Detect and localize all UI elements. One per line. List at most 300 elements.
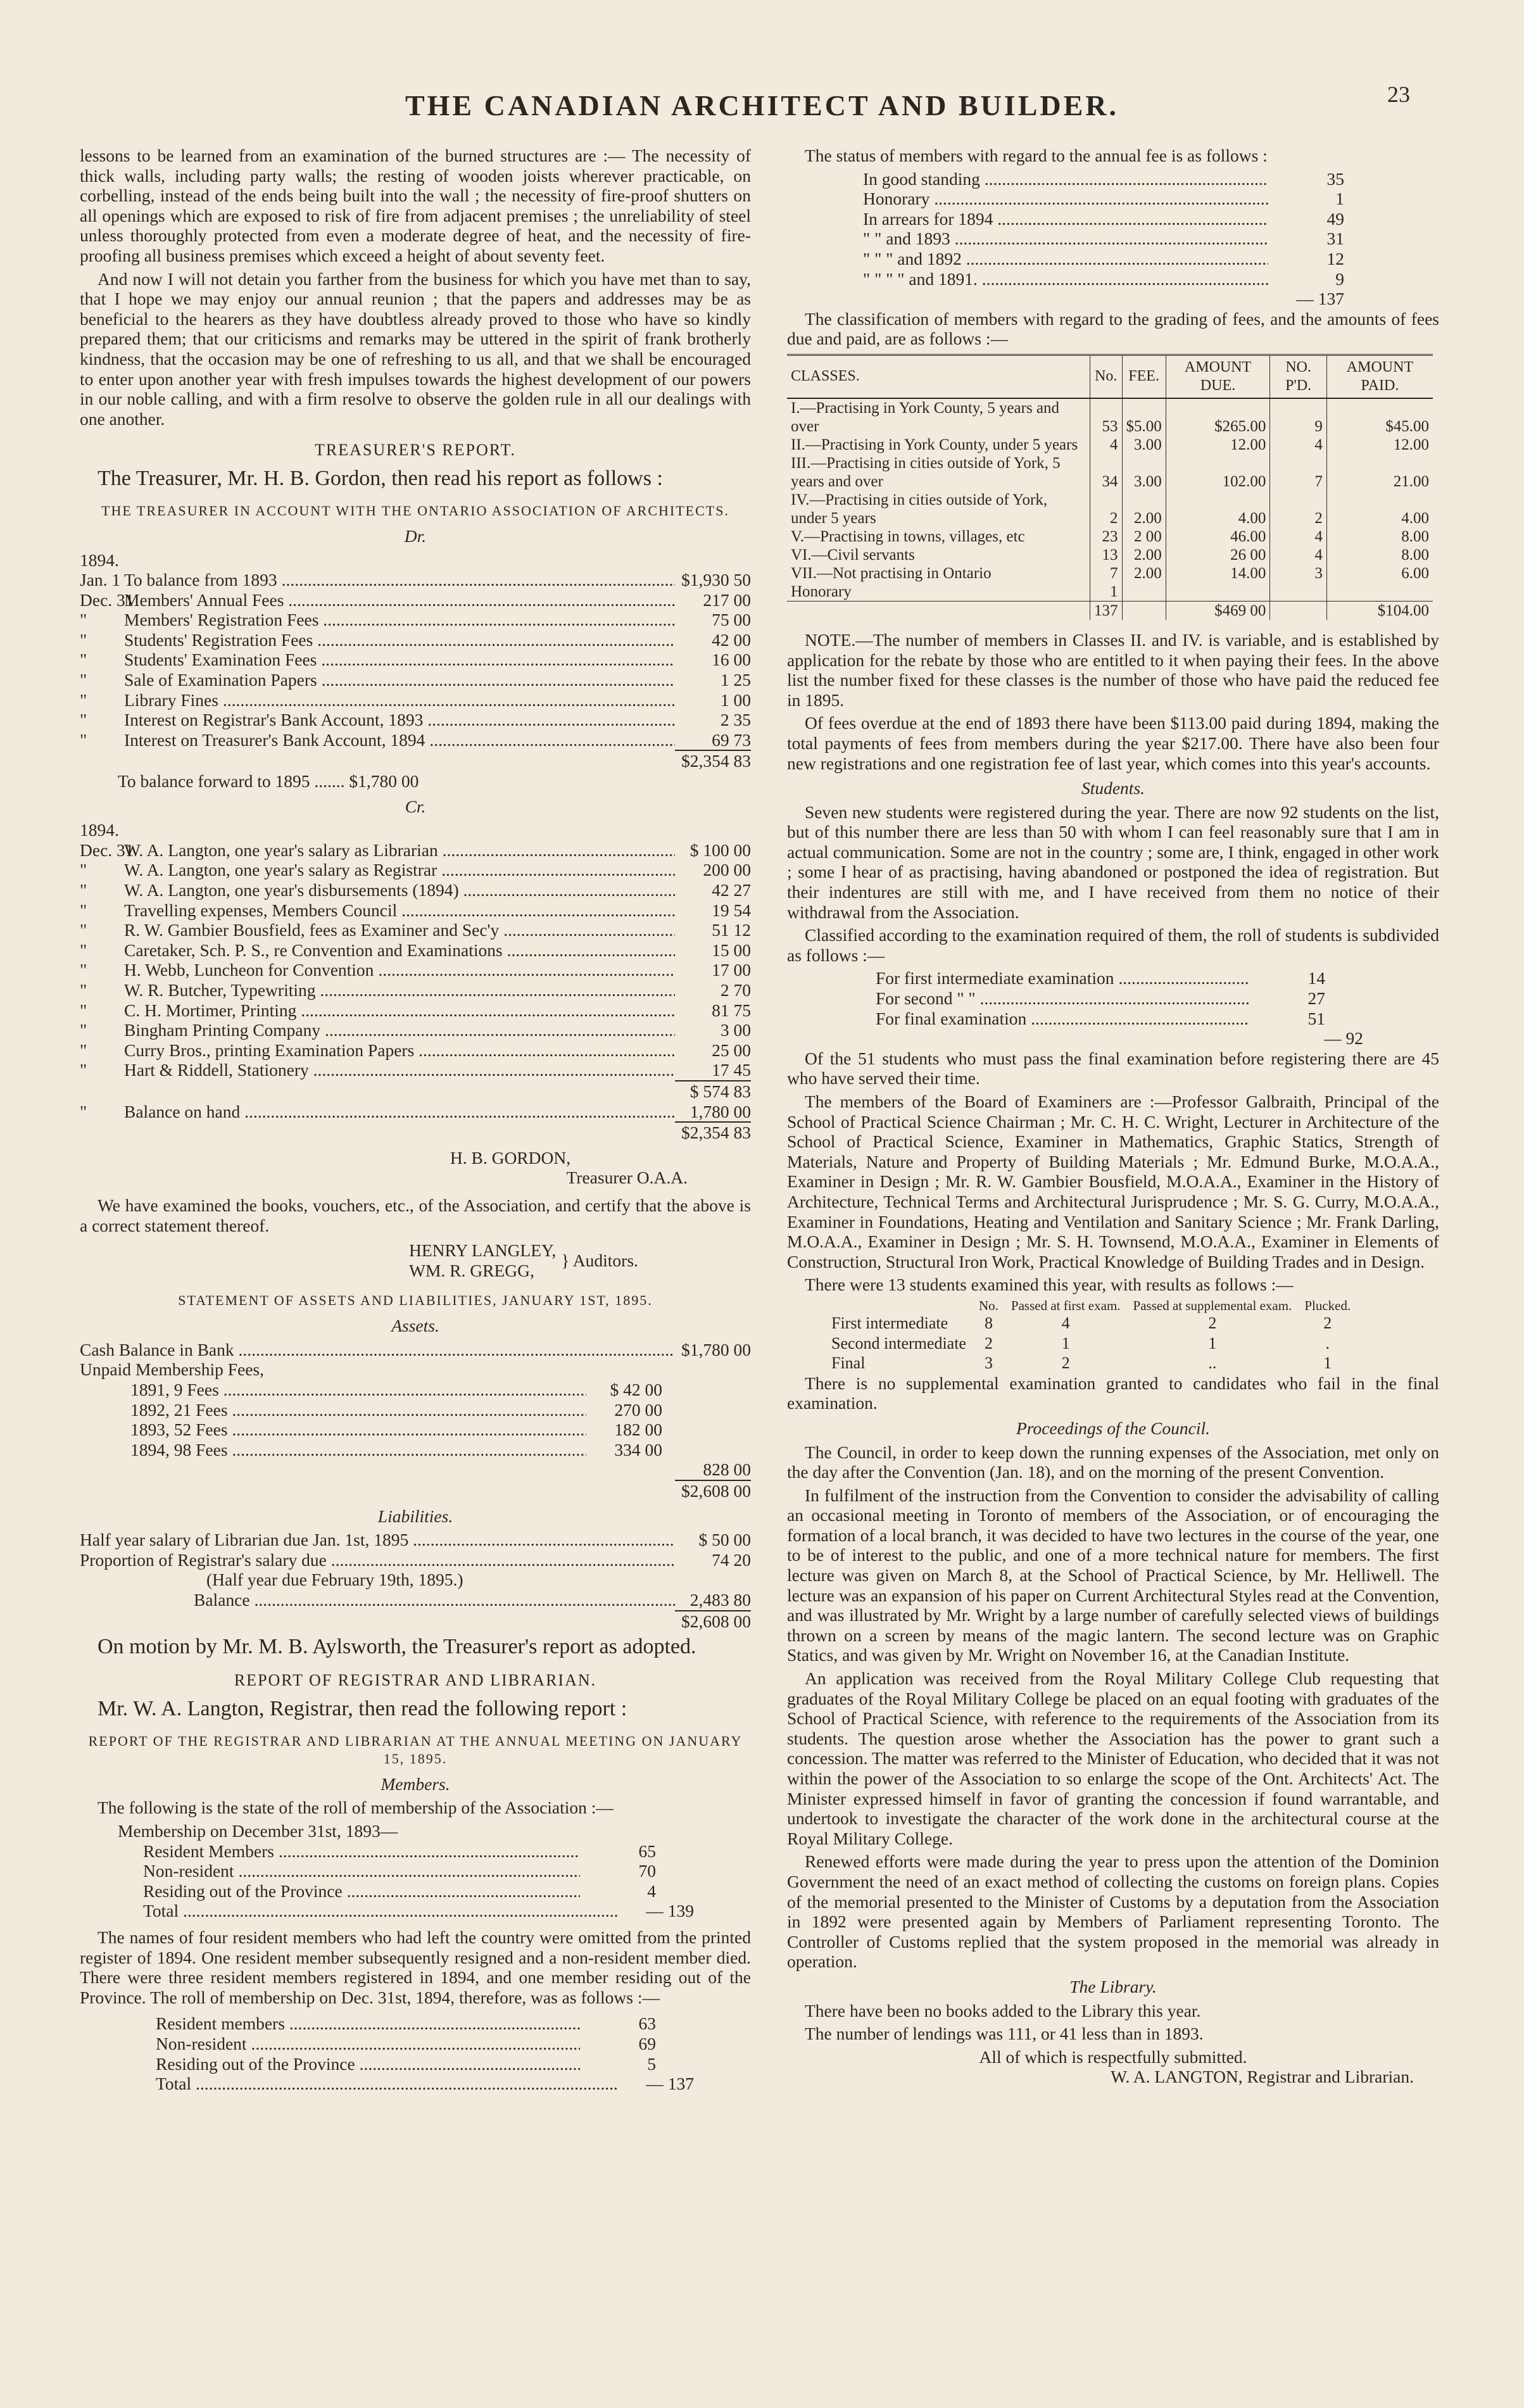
table-cell: 13 [1090,546,1123,564]
council-label: Proceedings of the Council. [1016,1418,1210,1438]
table-cell: Final [831,1354,866,1373]
ledger-label: Non-resident ..... [143,1861,580,1881]
ledger-date: " [80,860,87,880]
table-cell: First intermediate [831,1313,948,1332]
ledger-value: 1 [1335,189,1344,209]
fee-total-row [787,289,1344,309]
ledger-row [80,1060,751,1080]
table-cell: 2 [1090,491,1123,527]
column-header: FEE. [1122,355,1166,398]
ledger-value: 19 54 [712,900,751,920]
ledger-label: Residing out of the Province ..... [156,2054,580,2074]
ledger-date: " [80,729,87,750]
subheading: STATEMENT OF ASSETS AND LIABILITIES, JANUARY 1ST, 1895. [178,1292,653,1309]
paragraph: Of fees overdue at the end of 1893 there have been $113.00 paid during 1894, making the total payments of fees from members during the year $217.00. There have also been four new registrations and one registration fee of last year, which comes into this year's accounts. [787,713,1439,773]
ledger-value: 74 20 [712,1549,751,1570]
table-cell [787,601,1090,620]
table-cell: 3.00 [1122,454,1166,491]
ledger-value: 270 00 [614,1399,662,1420]
table-row [787,491,1433,527]
liabilities-list [80,1530,751,1570]
ledger-date: " [80,940,87,960]
table-cell: 1 [1090,583,1123,602]
ledger-row [876,1009,1325,1029]
table-cell: 7 [1090,564,1123,583]
table-cell: .. [1208,1354,1217,1373]
ledger-date: " [80,629,87,650]
table-cell: 23 [1090,527,1123,546]
ledger-value: $ 50 00 [698,1530,751,1550]
ledger-row [156,2014,656,2034]
table-cell: Second intermediate [831,1333,966,1352]
ledger-label: Sale of Examination Papers ..... [124,670,675,690]
table-header-row [787,355,1433,398]
table-cell: $5.00 [1122,398,1166,436]
ledger-value: 27 [1307,988,1325,1009]
left-column [80,146,751,2094]
ledger-value: 16 00 [712,650,751,670]
ledger-date: Dec. 31 [80,589,134,610]
table-row [825,1313,1357,1333]
membership-1893-list [143,1841,656,1901]
ledger-row [876,988,1325,1009]
ledger-row [863,189,1344,209]
ledger-value: 81 75 [712,1000,751,1020]
column-header: AMOUNT DUE. [1166,355,1270,398]
ledger-row [80,940,751,961]
year-label: 1894. [80,550,119,570]
ledger-value: 17 45 [712,1060,751,1080]
balance-label: Balance on hand ..... [124,1102,675,1122]
ledger-value: 182 00 [614,1420,662,1440]
table-cell: 4 [1090,436,1123,454]
ledger-date: " [80,960,87,980]
liabilities-label: Liabilities. [377,1506,453,1526]
ledger-value: $1,930 50 [681,570,751,590]
ledger-row [80,1000,751,1021]
ledger-label: Bingham Printing Company ..... [124,1020,675,1040]
balance-row: " Balance on hand ..... 1,780 00 [80,1102,751,1122]
ledger-value: 334 00 [614,1439,662,1459]
table-cell [1122,601,1166,620]
students-total-row [787,1028,1363,1049]
table-cell: 2 [1061,1354,1070,1373]
ledger-row [80,590,751,610]
table-cell: 53 [1090,398,1123,436]
ledger-value: 65 [638,1841,656,1861]
ledger-label: Students' Registration Fees ..... [124,630,675,650]
auditors-label: } Auditors. [561,1250,638,1270]
ledger-date: " [80,710,87,730]
table-cell: 7 [1270,454,1327,491]
table-cell [1270,583,1327,602]
ledger-label: For first intermediate examination ..... [876,968,1249,988]
table-cell: III.—Practising in cities outside of York, 5 years and over [791,454,1061,490]
paragraph: The classification of members with regard to the grading of fees, and the amounts of fees due and paid, are as follows :— [787,308,1439,349]
table-cell: 12.00 [1326,436,1433,454]
page-number: 23 [1387,82,1410,107]
liab-balance-label: Balance ..... [194,1590,675,1610]
ledger-value: 51 12 [712,920,751,940]
ledger-row [80,980,751,1000]
table-cell: 14.00 [1166,564,1270,583]
ledger-label: Caretaker, Sch. P. S., re Convention and Examinations ..... [124,940,675,961]
ledger-row [80,1040,751,1061]
table-cell: 3 [984,1354,993,1373]
table-cell: $104.00 [1326,601,1433,620]
table-cell: 8.00 [1326,527,1433,546]
column-header [825,1298,973,1313]
table-cell [1326,583,1433,602]
table-cell: 4.00 [1166,491,1270,527]
table-cell: 3.00 [1122,436,1166,454]
table-total-row [787,601,1433,620]
table-body [787,398,1433,620]
table-cell: Honorary [791,583,852,600]
year-label: 1894. [80,820,119,840]
ledger-label: W. A. Langton, one year's salary as Librarian ..... [124,840,675,860]
ledger-label: 1892, 21 Fees ..... [130,1400,586,1420]
paragraph: There is no supplemental examination granted to candidates who fail in the final examination. [787,1373,1439,1413]
library-label: The Library. [1069,1976,1157,1996]
table-cell: 8 [984,1313,993,1332]
ledger-label: To balance from 1893 ..... [124,570,675,590]
m2-total-row [156,2074,694,2094]
ledger-value: 35 [1326,168,1344,189]
ledger-row [130,1400,662,1420]
column-header: No. [1090,355,1123,398]
paragraph: The Council, in order to keep down the running expenses of the Association, met only on the day after the Convention (Jan. 18), and on the morning of the present Convention. [787,1442,1439,1482]
students-list [876,968,1325,1028]
fee-total: — 137 [1296,289,1344,309]
table-row [787,454,1433,491]
ledger-date: " [80,610,87,630]
ledger-label: C. H. Mortimer, Printing ..... [124,1000,675,1021]
table-cell [1122,583,1166,602]
ledger-date: Jan. 1 [80,570,121,590]
ledger-value: 75 00 [712,610,751,630]
ledger-row [80,710,751,730]
table-cell: 26 00 [1166,546,1270,564]
unpaid-total-row [80,1459,751,1480]
ledger-row [143,1881,656,1901]
ledger-value: 3 00 [720,1020,751,1040]
ledger-label: W. A. Langton, one year's salary as Registrar ..... [124,860,675,880]
table-body [825,1313,1357,1373]
table-cell: 2 [1208,1313,1217,1332]
table-cell: 9 [1270,398,1327,436]
credit-label: Cr. [405,796,426,816]
column-header: Plucked. [1304,1297,1351,1313]
table-cell: 2 [1323,1313,1332,1332]
masthead: THE CANADIAN ARCHITECT AND BUILDER. [405,89,1119,122]
liab-total-row [80,1610,751,1632]
ledger-date: " [80,1040,87,1060]
ledger-row [80,900,751,921]
table-cell [1270,601,1327,620]
table-row [787,564,1433,583]
ledger-row [80,610,751,630]
ledger-value: 14 [1307,968,1325,988]
members-label: Members. [381,1774,450,1794]
ledger-row [80,690,751,710]
ledger-label: W. A. Langton, one year's disbursements (1894) ..... [124,880,675,900]
ledger-label: For second " " ..... [876,988,1249,1009]
ledger-row [80,960,751,980]
table-row [787,398,1433,436]
table-cell: 1 [1208,1333,1217,1352]
ledger-row [863,269,1344,289]
ledger-label: H. Webb, Luncheon for Convention ..... [124,960,675,980]
ledger-value: 51 [1307,1008,1325,1028]
table-cell: $469 00 [1166,601,1270,620]
paragraph: There were 13 students examined this year, with results as follows :— [805,1275,1294,1295]
membership-1893-label: Membership on December 31st, 1893— [118,1820,398,1841]
table-cell: 2 00 [1122,527,1166,546]
ledger-value: 25 00 [712,1040,751,1060]
credit-subtotal: $ 574 83 [675,1080,751,1102]
ledger-label: In good standing ..... [863,169,1268,189]
column-header: NO. P'D. [1270,355,1327,398]
ledger-date: " [80,920,87,940]
ledger-date: " [80,1060,87,1080]
debit-list [80,570,751,750]
cash-value: $1,780 00 [681,1339,751,1359]
table-cell: 6.00 [1326,564,1433,583]
closing-line: All of which is respectfully submitted. [979,2046,1247,2067]
table-row [825,1333,1357,1354]
table-cell: 4 [1270,436,1327,454]
ledger-row [80,920,751,940]
table-row [787,546,1433,564]
ledger-row [80,1020,751,1040]
table-cell: $265.00 [1166,398,1270,436]
ledger-label: Curry Bros., printing Examination Papers ..... [124,1040,675,1061]
ledger-label: For final examination ..... [876,1009,1249,1029]
table-cell: $45.00 [1326,398,1433,436]
ledger-value: 31 [1326,229,1344,249]
section-heading: TREASURER'S REPORT. [314,441,517,460]
ledger-row [80,730,751,750]
ledger-value: $ 42 00 [610,1380,662,1400]
table-cell: 4 [1061,1313,1070,1332]
auditor-name: HENRY LANGLEY, [409,1240,557,1261]
paragraph: In fulfilment of the instruction from the Convention to consider the advisability of calling an occasional meeting in Toronto of members of the Association, or of encouraging the formation of a local branch, it was decided to have two lectures in the course of the year, one to be of interest to the public, and one of a more technical nature for members. The first lecture was given on March 8, at the School of Practical Science, by Mr. Helliwell. The lecture was an expansion of his paper on Current Architectural Styles read at the Convention, and was illustrated by Mr. Wright by a large number of carefully selected views of buildings thrown on a screen by means of the magic lantern. The second lecture was on Graphic Statics, and was given by Mr. Wright on November 16, at the Canadian Institute. [787,1485,1439,1665]
ledger-value: 15 00 [712,940,751,960]
ledger-row [863,249,1344,269]
table-row [787,436,1433,454]
ledger-row [863,169,1344,189]
table-cell [1166,583,1270,602]
balance-value: 1,780 00 [690,1101,751,1121]
table-cell: I.—Practising in York County, 5 years and over [791,399,1060,435]
column-header: Passed at supplemental exam. [1133,1297,1292,1313]
paragraph: Of the 51 students who must pass the final examination before registering there are 45 who have served their time. [787,1048,1439,1088]
ledger-date: Dec. 31 [80,840,134,860]
ledger-row [156,2054,656,2074]
ledger-value: 49 [1326,208,1344,229]
table-cell: 3 [1270,564,1327,583]
ledger-label: Travelling expenses, Members Council ..... [124,900,675,921]
ledger-row [80,670,751,690]
ledger-label: R. W. Gambier Bousfield, fees as Examiner and Sec'y ..... [124,920,675,940]
lead-paragraph: On motion by Mr. M. B. Aylsworth, the Treasurer's report as adopted. [98,1635,696,1659]
lead-paragraph: The Treasurer, Mr. H. B. Gordon, then read his report as follows : [98,466,663,490]
ledger-row [130,1380,662,1400]
ledger-label: Non-resident ..... [156,2034,580,2054]
ledger-date: " [80,880,87,900]
subheading: THE TREASURER IN ACCOUNT WITH THE ONTARIO ASSOCIATION OF ARCHITECTS. [101,502,729,519]
table-row [825,1353,1357,1373]
registrar-signature: W. A. LANGTON, Registrar and Librarian. [1111,2067,1414,2087]
ledger-label: In arrears for 1894 ..... [863,209,1268,229]
ledger-label: Resident Members ..... [143,1841,580,1862]
table-cell: V.—Practising in towns, villages, etc [791,527,1025,545]
ledger-label: 1893, 52 Fees ..... [130,1420,586,1440]
unpaid-label: Unpaid Membership Fees, [80,1359,264,1380]
ledger-label: Residing out of the Province ..... [143,1881,580,1901]
paragraph: We have examined the books, vouchers, etc., of the Association, and certify that the above is a correct statement thereof. [80,1195,751,1235]
ledger-label: Resident members ..... [156,2014,580,2034]
credit-subtotal-row [80,1080,751,1102]
table-cell: 4 [1270,527,1327,546]
students-label: Students. [1081,778,1145,798]
ledger-label: Honorary ..... [863,189,1268,209]
ledger-value: 200 00 [703,860,751,880]
total-label: Total ..... [143,1901,618,1921]
ledger-value: 2 70 [720,980,751,1000]
ledger-row [80,650,751,670]
table-cell: 137 [1090,601,1123,620]
column-header: No. [978,1297,998,1313]
debit-total: $2,354 83 [675,750,751,771]
credit-total: $2,354 83 [675,1121,751,1143]
assets-total-row [80,1480,751,1501]
table-cell: 2.00 [1122,564,1166,583]
auditor-name: WM. R. GREGG, [409,1260,534,1280]
assets-total: $2,608 00 [675,1480,751,1501]
ledger-row [80,1550,751,1570]
ledger-value: 2 35 [720,710,751,730]
column-header: AMOUNT PAID. [1326,355,1433,398]
ledger-label: 1894, 98 Fees ..... [130,1440,586,1460]
auditors-block [409,1240,751,1280]
ledger-value: 70 [638,1861,656,1881]
ledger-date: " [80,1020,87,1040]
ledger-label: Interest on Registrar's Bank Account, 1893 ..... [124,710,675,730]
ledger-value: 69 73 [712,729,751,750]
paragraph: Seven new students were registered during the year. There are now 92 students on the list, but of this number there are less than 50 with whom I can feel reasonably sure that I am in actual communication. Some are not in the country ; some are, I think, engaged in other work ; some I hear of as practising, having abandoned or postponed the idea of registration. But their indentures are still with me, and I have received from them no notice of their withdrawal from the Association. [787,802,1439,922]
paragraph: NOTE.—The number of members in Classes II. and IV. is variable, and is established by application for the rebate by those who are entitled to it when paying their fees. In the above list the number fixed for these classes is the number of those who have paid the reduced fee in 1895. [787,629,1439,710]
debit-label: Dr. [404,526,427,546]
exam-results-table [825,1298,1357,1373]
forward-line: To balance forward to 1895 ....... $1,780 00 [118,771,419,791]
ledger-label: Members' Annual Fees ..... [124,590,675,610]
table-row [787,527,1433,546]
column-header: Passed at first exam. [1011,1297,1121,1313]
table-cell: VI.—Civil servants [791,546,915,564]
lead-paragraph: Mr. W. A. Langton, Registrar, then read the following report : [98,1696,627,1720]
ledger-row [80,570,751,590]
paragraph: lessons to be learned from an examination of the burned structures are :— The necessity of thick walls, including party walls; the resting of wooden joists wherever practicable, on corbelling, instead of the ends being built into the wall ; the necessity of fire-proof shutters on all openings which are exposed to risk of fire from adjacent premises ; the unreliability of steel unless thoroughly protected from even a moderate degree of heat, and the necessity of fire-proofing all business premises which exceed a height of about seventy feet. [80,146,751,265]
section-heading: REPORT OF REGISTRAR AND LIBRARIAN. [234,1671,597,1690]
paragraph: Classified according to the examination required of them, the roll of students is subdivided as follows :— [787,925,1439,965]
ledger-value: 9 [1335,268,1344,289]
ledger-label: Library Fines ..... [124,690,675,710]
ledger-row [143,1841,656,1862]
ledger-row [863,229,1344,249]
ledger-row [130,1440,662,1460]
ledger-label: Students' Examination Fees ..... [124,650,675,670]
table-cell: 1 [1061,1333,1070,1352]
ledger-row [143,1861,656,1881]
paragraph: The names of four resident members who had left the country were omitted from the printed register of 1894. One resident member subsequently resigned and a non-resident member died. There were three resident members registered in 1894, and one member residing out of the Province. The roll of membership on Dec. 31st, 1894, therefore, was as follows :— [80,1927,751,2007]
column-header: CLASSES. [787,355,1090,398]
liability-note: (Half year due February 19th, 1895.) [206,1570,463,1590]
ledger-date: " [80,1000,87,1020]
subheading: REPORT OF THE REGISTRAR AND LIBRARIAN AT THE ANNUAL MEETING ON JANUARY 15, 1895. [88,1732,743,1767]
table-cell: 46.00 [1166,527,1270,546]
ledger-value: 17 00 [712,960,751,980]
paragraph: The number of lendings was 111, or 41 less than in 1893. [805,2024,1204,2044]
paragraph: And now I will not detain you farther from the business for which you have met than to say, that I hope we may enjoy our annual reunion ; that the papers and addresses may be as beneficial to the hearers as they have doubtless already proved to those who have so kindly prepared them; that our criticisms and remarks may be uttered in the spirit of frank brotherly kindness, that the occasion may be one of refreshing to us all, and that we shall be encouraged to enter upon another year with fresh impulses towards the highest development of our powers in our noble calling, and with a firm resolve to observe the golden rule in all our dealings with one another. [80,268,751,429]
ledger-value: 1 25 [720,670,751,690]
table-cell: 2 [984,1333,993,1352]
ledger-row [80,860,751,880]
table-header-row [825,1298,1357,1313]
ledger-row [156,2034,656,2054]
table-cell: 12.00 [1166,436,1270,454]
table-cell: 2.00 [1122,546,1166,564]
credit-total-row [80,1121,751,1143]
ledger-value: 4 [647,1881,656,1901]
membership-1894-list [156,2014,656,2074]
paragraph: Renewed efforts were made during the year to press upon the attention of the Dominion Government the need of an exact method of collecting the customs on foreign plans. Copies of the memorial presented to the Minister of Customs by a deputation from the Association in 1892 were presented again by Members of Parliament representing Toronto. The Controller of Customs replied that the system proposed in the memorial was already in operation. [787,1851,1439,1972]
m1-total-row [143,1901,694,1921]
table-cell: 8.00 [1326,546,1433,564]
total-value: — 139 [646,1901,694,1921]
ledger-label: Members' Registration Fees ..... [124,610,675,630]
ledger-label: Proportion of Registrar's salary due ..... [80,1550,675,1570]
liab-balance-row [194,1590,751,1610]
debit-total-row [80,750,751,771]
students-total: — 92 [1324,1028,1363,1049]
paragraph: The members of the Board of Examiners are :—Professor Galbraith, Principal of the School of Practical Science Chairman ; Mr. C. H. C. Wright, Lecturer in Architecture of the School of Practical Science, Examiner in Mathematics, Graphic Statics, Strength of Materials, Nature and Property of Building Materials ; Mr. Edmund Burke, M.O.A.A., Examiner in Design ; Mr. R. W. Gambier Bousfield, M.O.A.A., Examiner in the History of Architecture, Technical Terms and Architectural Jurisprudence ; Mr. S. G. Curry, M.O.A.A., Examiner in Foundations, Heating and Ventilation and Sanitary Science ; Mr. Frank Darling, M.O.A.A., Examiner in Design ; Mr. S. H. Townsend, M.O.A.A., Examiner in Elements of Construction, Structural Iron Work, Practical Knowledge of Building Trades and in Design. [787,1092,1439,1271]
unpaid-list [130,1380,662,1459]
ledger-value: $ 100 00 [690,840,751,860]
fee-status-list [863,169,1344,289]
ledger-row [876,968,1325,988]
ledger-value: 217 00 [703,589,751,610]
ledger-date: " [80,690,87,710]
assets-label: Assets. [391,1316,439,1336]
table-cell: . [1325,1333,1330,1352]
ledger-value: 69 [638,2033,656,2053]
ledger-label: 1891, 9 Fees ..... [130,1380,586,1400]
ledger-label: Hart & Riddell, Stationery ..... [124,1060,675,1080]
table-cell: 34 [1090,454,1123,491]
liab-balance-value: 2,483 80 [690,1590,751,1610]
table-cell: 2.00 [1122,491,1166,527]
ledger-row [863,209,1344,229]
table-cell: 2 [1270,491,1327,527]
credit-list [80,840,751,1080]
paragraph: There have been no books added to the Library this year. [805,2000,1201,2020]
paragraph: The following is the state of the roll of membership of the Association :— [98,1798,614,1818]
paragraph: An application was received from the Royal Military College Club requesting that graduates of the Royal Military College be placed on an equal footing with graduates of the School of Practical Science, with reference to the requirements of the Association from its students. The question arose whether the Association has the power to grant such a concession. The matter was referred to the Minister of Education, who decided that it was not within the power of the Association to so enlarge the scope of the Ont. Architects' Act. The Minister expressed himself in favor of granting the concession if found warrantable, and undertook to investigate the character of the work done in the architectural course at the Royal Military College. [787,1668,1439,1848]
ledger-value: 5 [647,2053,656,2074]
ledger-label: Half year salary of Librarian due Jan. 1st, 1895 ..... [80,1530,675,1550]
